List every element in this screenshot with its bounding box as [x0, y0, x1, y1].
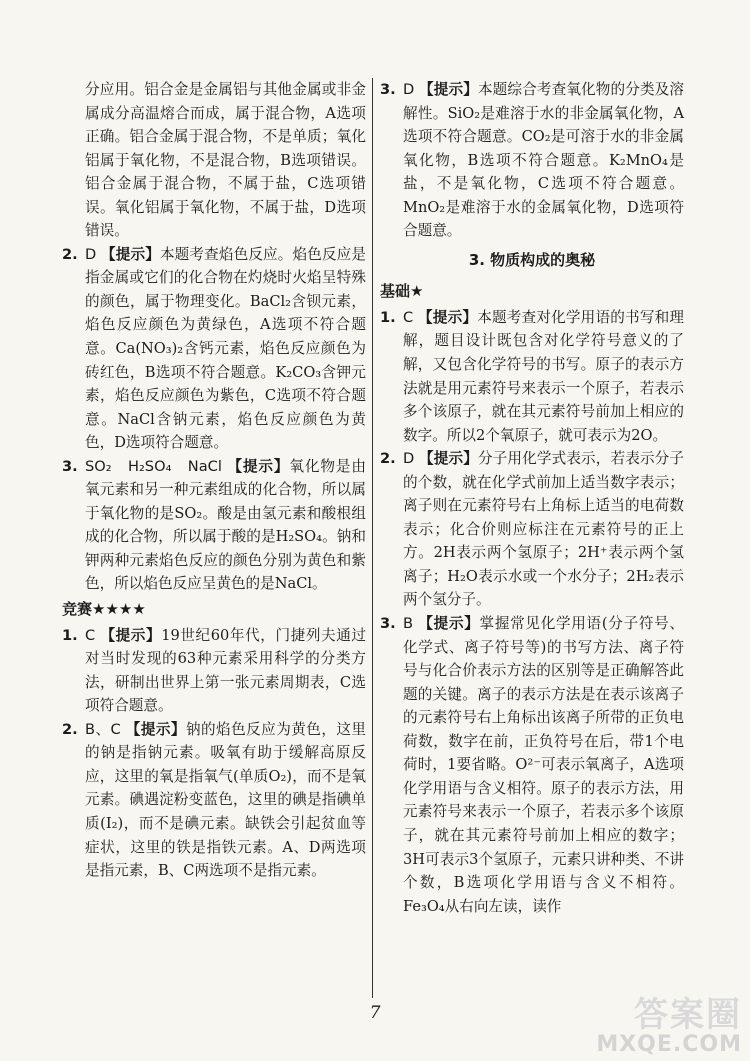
item-answer: D	[403, 450, 415, 468]
answer-item-left-2	[62, 243, 366, 455]
section-title: 3. 物质构成的奥秘	[468, 250, 596, 269]
answer-item-left-3	[62, 455, 366, 596]
item-number: 2.	[62, 245, 78, 263]
watermark-top-text: 答案圈	[634, 995, 742, 1035]
item-number: 1.	[62, 626, 78, 644]
item-tip-label: 【提示】	[227, 457, 290, 475]
answer-item-competition-2	[62, 718, 366, 883]
item-answer: B、C	[85, 720, 121, 738]
item-text: 本题考查焰色反应。焰色反应是指金属或它们的化合物在灼烧时火焰呈特殊的颜色，属于物理变化。BaCl₂含钡元素，焰色反应颜色为黄绿色，A选项不符合题意。Ca(NO₃)₂含钙元素，焰色反应颜色为砖红色，B选项不符合题意。K₂CO₃含钾元素，焰色反应颜色为紫色，C选项不符合题意。NaCl含钠元素，焰色反应颜色为黄色，D选项符合题意。	[85, 245, 366, 452]
item-number: 3.	[62, 457, 78, 475]
answer-item-basic-2	[380, 447, 684, 612]
item-number: 3.	[380, 81, 396, 98]
item-answer: B	[403, 615, 414, 633]
right-column	[380, 78, 684, 918]
item-text: 本题考查对化学用语的书写和理解，题目设计既包含对化学符号意义的了解，又包含化学符号的书写。原子的表示方法就是用元素符号来表示一个原子，若表示多个该原子，就在其元素符号前加上相应的数字。所以2个氧原子，就可表示为2O。	[403, 308, 684, 444]
left-column	[62, 78, 366, 883]
column-divider	[372, 78, 373, 998]
item-tip-label: 【提示】	[100, 626, 162, 644]
level-title-basic: 基础★	[380, 282, 424, 301]
item-text: 钠的焰色反应为黄色，这里的钠是指钠元素。吸氧有助于缓解高原反应，这里的氧是指氧气(单质O₂)，而不是氧元素。碘遇淀粉变蓝色，这里的碘是指碘单质(I₂)，而不是碘元素。缺铁会引起贫血等症状，这里的铁是指铁元素。A、D两选项是指元素，B、C两选项不是指元素。	[85, 720, 367, 880]
item-number: 2.	[62, 720, 78, 738]
level-title-competition: 竞赛★★★★	[62, 600, 146, 619]
item-tip-label: 【提示】	[419, 450, 478, 468]
item-number: 1.	[380, 308, 396, 326]
item-answer: SO₂ H₂SO₄ NaCl	[85, 457, 222, 475]
item-tip-label: 【提示】	[418, 308, 478, 326]
item-number: 3.	[380, 615, 396, 633]
item-text: 本题综合考查氧化物的分类及溶解性。SiO₂是难溶于水的非金属氧化物，A选项不符合题意。CO₂是可溶于水的非金属氧化物，B选项不符合题意。K₂MnO₄是盐，不是氧化物，C选项不符合题意。MnO₂是难溶于水的金属氧化物，D选项符合题意。	[403, 81, 684, 240]
item-answer: D	[403, 81, 415, 98]
item-number: 2.	[380, 450, 396, 468]
item-answer: C	[85, 626, 96, 644]
item-text: 19世纪60年代，门捷列夫通过对当时发现的63种元素采用科学的分类方法，研制出世界上第一张元素周期表，C选项符合题意。	[85, 626, 366, 715]
page-number: 7	[369, 1003, 381, 1023]
item-tip-label: 【提示】	[419, 81, 478, 98]
answer-item-right-3	[380, 78, 684, 243]
intro-paragraph: 分应用。铝合金是金属铝与其他金属或非金属成分高温熔合而成，属于混合物，A选项正确。铝合金属于混合物，不是单质；氧化铝属于氧化物，不是混合物，B选项错误。铝合金属于混合物，不属于盐，C选项错误。氧化铝属于氧化物，不属于盐，D选项错误。	[85, 81, 366, 240]
item-tip-label: 【提示】	[418, 615, 480, 633]
item-tip-label: 【提示】	[101, 245, 160, 263]
item-tip-label: 【提示】	[125, 720, 186, 738]
answer-item-competition-1	[62, 624, 366, 718]
watermark-bottom-text: MXQE.COM	[596, 1032, 742, 1057]
item-text: 分子用化学式表示，若表示分子的个数，就在化学式前加上适当数字表示；离子则在元素符号右上角标上适当的电荷数表示；化合价则应标注在元素符号的正上方。2H表示两个氢原子；2H⁺表示两个氢离子；H₂O表示水或一个水分子；2H₂表示两个氢分子。	[403, 450, 684, 609]
answer-item-basic-1	[380, 306, 684, 447]
item-text: 掌握常见化学用语(分子符号、化学式、离子符号等)的书写方法、离子符号与化合价表示方法的区别等是正确解答此题的关键。离子的表示方法是在表示该离子的元素符号右上角标出该离子所带的正负电荷数，数字在前，正负符号在后，带1个电荷时，1要省略。O²⁻可表示氧离子，A选项化学用语与含义相符。原子的表示方法，用元素符号来表示一个原子，若表示多个该原子，就在其元素符号前加上相应的数字；3H可表示3个氢原子，元素只讲种类、不讲个数，B选项化学用语与含义不相符。Fe₃O₄从右向左读，读作	[403, 615, 684, 915]
answer-item-basic-3	[380, 612, 684, 918]
watermark-logo	[592, 987, 742, 1057]
item-answer: D	[85, 245, 97, 263]
item-text: 氧化物是由氧元素和另一种元素组成的化合物，所以属于氧化物的是SO₂。酸是由氢元素和酸根组成的化合物，所以属于酸的是H₂SO₄。钠和钾两种元素焰色反应的颜色分别为黄色和紫色，所以焰色反应呈黄色的是NaCl。	[85, 457, 366, 593]
item-answer: C	[403, 308, 414, 326]
